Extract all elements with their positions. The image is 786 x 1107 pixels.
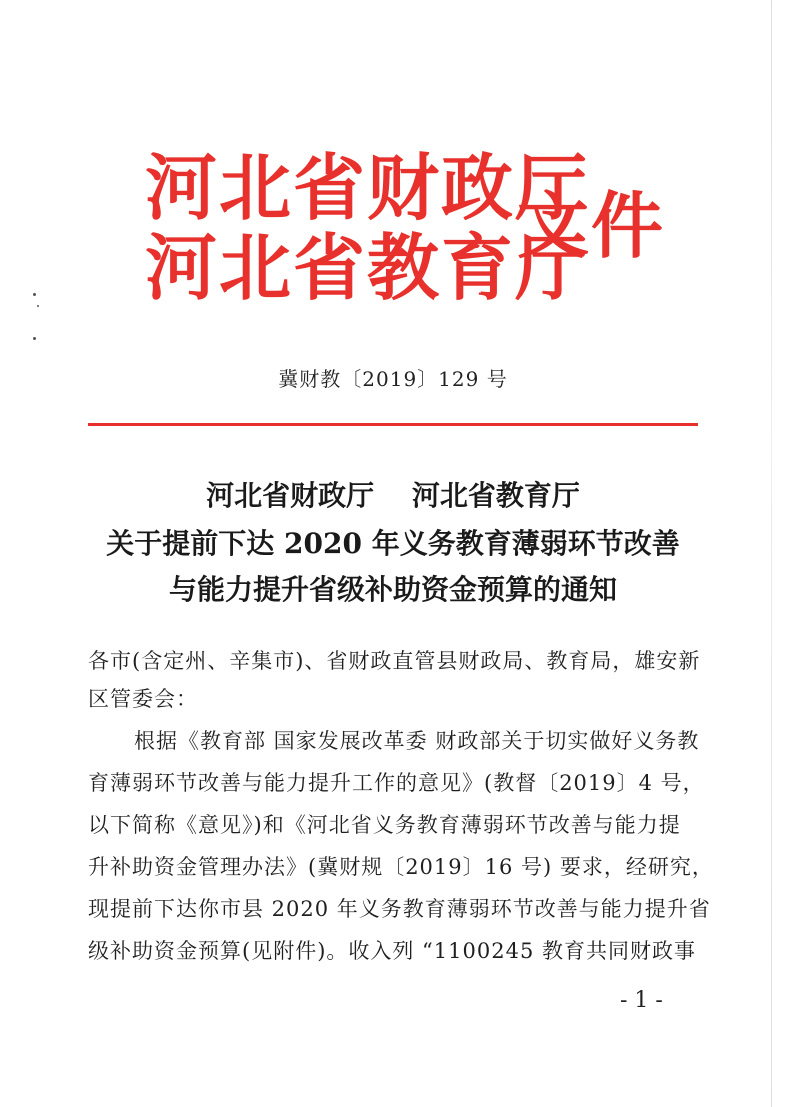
body-text-line: 升补助资金管理办法》(冀财规〔2019〕16 号) 要求，经研究，: [88, 855, 714, 879]
notice-title-line-2: 关于提前下达 2020 年义务教育薄弱环节改善: [106, 527, 680, 560]
document-word: 文件: [517, 184, 666, 268]
document-number: 冀财教〔2019〕129 号: [278, 367, 508, 391]
notice-title-line-1: 河北省财政厅 河北省教育厅: [206, 479, 580, 512]
issuer-finance-department: 河北省财政厅: [145, 146, 590, 230]
addressee-line: 区管委会：: [88, 687, 198, 711]
red-header: [145, 146, 666, 310]
scan-speck: [33, 337, 36, 340]
page-number: - 1 -: [620, 988, 663, 1013]
addressee-line: 各市(含定州、辛集市)、省财政直管县财政局、教育局，雄安新: [88, 649, 701, 673]
body-text-line: 育薄弱环节改善与能力提升工作的意见》(教督〔2019〕4 号，: [88, 771, 705, 795]
body-text-line: 以下简称《意见》)和《河北省义务教育薄弱环节改善与能力提: [88, 813, 681, 837]
body-text-line: 根据《教育部 国家发展改革委 财政部关于切实做好义务教: [134, 729, 700, 753]
body-text-line: 现提前下达你市县 2020 年义务教育薄弱环节改善与能力提升省: [88, 897, 711, 921]
red-divider-line: [88, 423, 698, 426]
body-text-line: 级补助资金预算(见附件)。收入列 “1100245 教育共同财政事: [88, 939, 696, 963]
issuer-education-department: 河北省教育厅: [145, 226, 590, 310]
scan-speck: [37, 305, 39, 307]
scan-speck: [33, 293, 36, 296]
notice-title-line-3: 与能力提升省级补助资金预算的通知: [168, 573, 617, 606]
